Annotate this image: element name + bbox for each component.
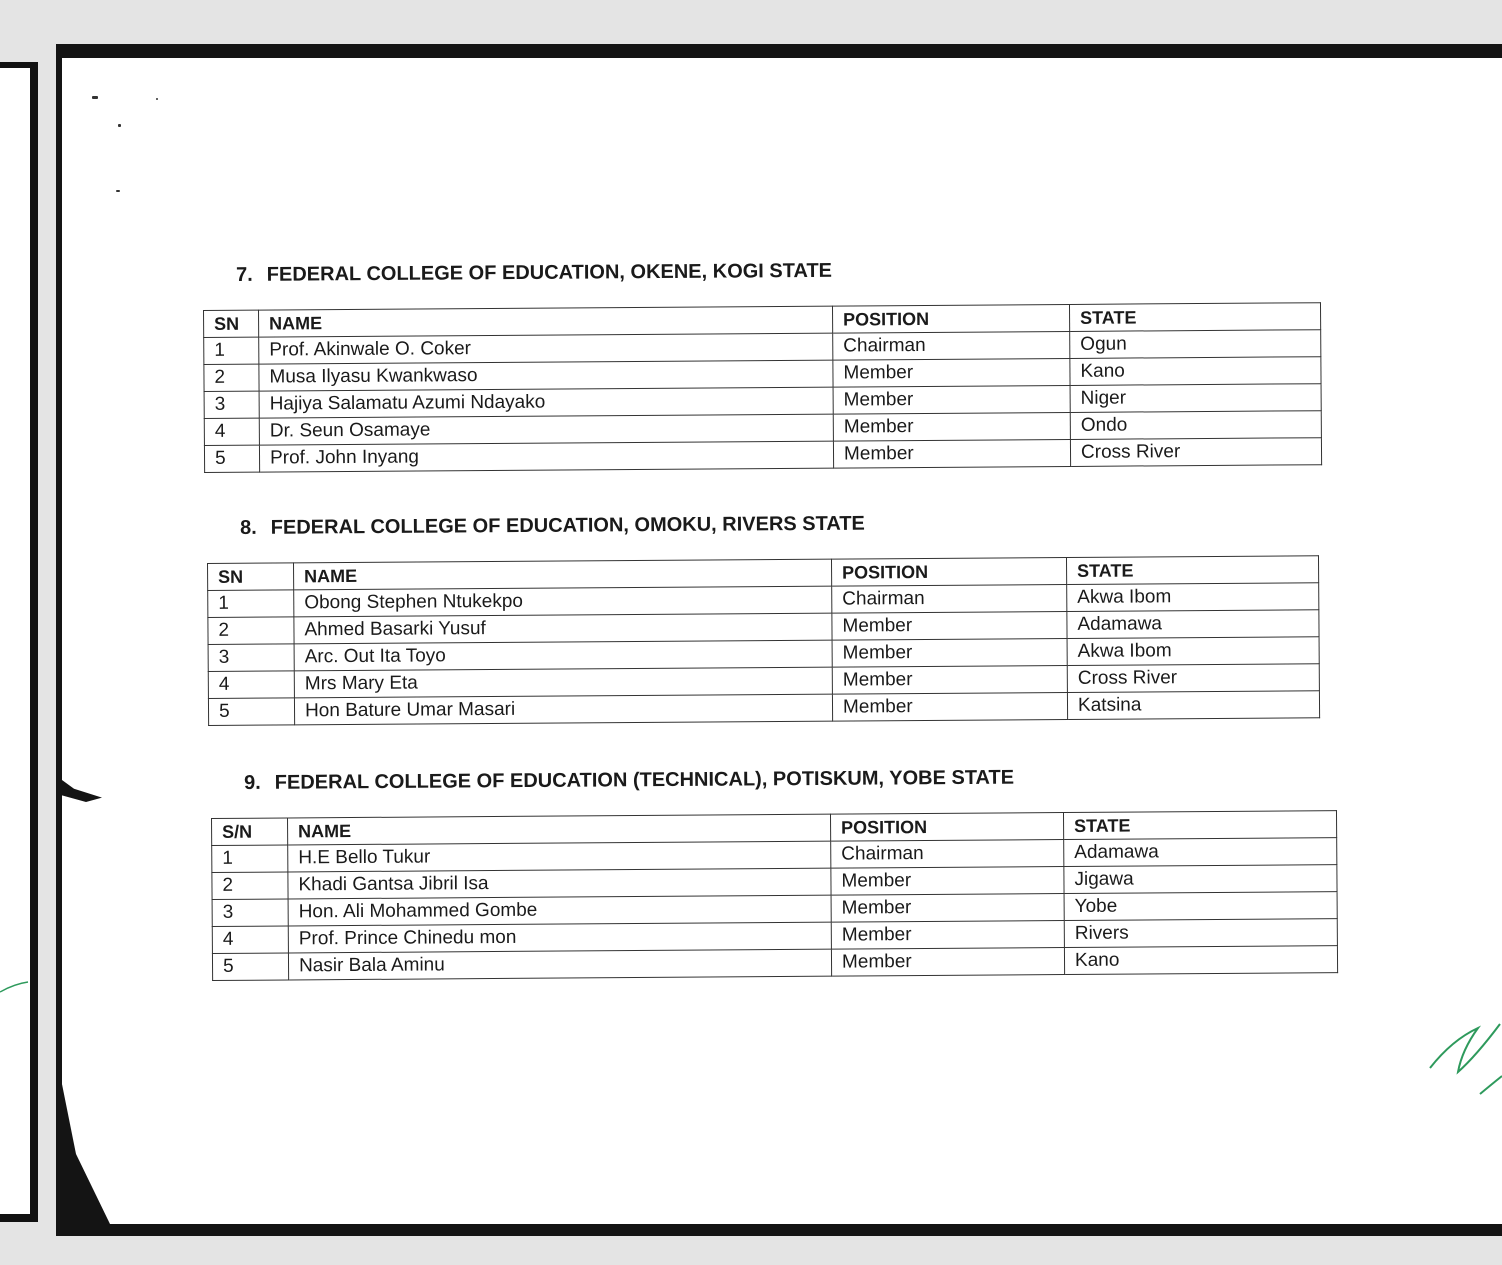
cell-name: Dr. Seun Osamaye (259, 414, 833, 445)
section-fce-okene (236, 259, 832, 303)
cell-name: Arc. Out Ita Toyo (294, 640, 832, 671)
cell-position: Member (832, 611, 1067, 640)
cell-state: Yobe (1064, 892, 1337, 921)
table-fce-potiskum-wrap (211, 810, 1338, 981)
header-name: NAME (288, 814, 831, 845)
cell-state: Rivers (1064, 919, 1337, 948)
cell-sn: 5 (212, 953, 288, 981)
cell-name: Ahmed Basarki Yusuf (294, 613, 832, 644)
signature-mark-right (1422, 1010, 1502, 1100)
cell-state: Kano (1064, 946, 1337, 975)
section-fce-potiskum (244, 766, 1014, 811)
cell-sn: 3 (212, 899, 288, 927)
members-table (211, 810, 1338, 981)
section-heading (236, 259, 832, 287)
table-fce-omoku-wrap (207, 555, 1320, 726)
cell-state: Akwa Ibom (1067, 637, 1319, 666)
cell-position: Member (832, 692, 1067, 721)
cell-name: Hajiya Salamatu Azumi Ndayako (259, 387, 833, 418)
cell-position: Member (831, 894, 1064, 923)
cell-position: Member (833, 412, 1070, 441)
cell-position: Member (833, 439, 1070, 468)
header-position: POSITION (832, 304, 1069, 333)
cell-name: Musa Ilyasu Kwankwaso (259, 360, 833, 391)
cell-name: Prof. Akinwale O. Coker (259, 333, 833, 364)
section-fce-omoku (240, 512, 865, 556)
header-sn: SN (204, 310, 259, 337)
cell-state: Niger (1070, 384, 1321, 413)
adjacent-page-paper (0, 68, 30, 1214)
cell-sn: 3 (208, 644, 294, 672)
cell-position: Member (832, 665, 1067, 694)
cell-position: Member (831, 867, 1064, 896)
cell-sn: 1 (208, 590, 294, 618)
cell-state: Kano (1070, 357, 1321, 386)
cell-position: Member (833, 358, 1070, 387)
cell-name: Hon Bature Umar Masari (294, 694, 832, 725)
cell-position: Chairman (832, 584, 1067, 613)
header-name: NAME (259, 306, 833, 337)
cell-state: Ogun (1070, 330, 1321, 359)
cell-name: Khadi Gantsa Jibril Isa (288, 868, 831, 899)
cell-position: Member (833, 385, 1070, 414)
header-sn: S/N (212, 818, 288, 846)
scan-speck (118, 124, 121, 127)
members-table (203, 302, 1322, 473)
cell-state: Adamawa (1067, 610, 1319, 639)
cell-state: Akwa Ibom (1067, 583, 1319, 612)
header-position: POSITION (831, 557, 1066, 586)
cell-sn: 1 (212, 845, 288, 873)
cell-position: Member (831, 921, 1064, 950)
section-heading (240, 512, 865, 540)
cell-sn: 3 (204, 391, 259, 418)
header-name: NAME (294, 559, 832, 590)
scan-speck (92, 96, 98, 99)
section-title: FEDERAL COLLEGE OF EDUCATION (TECHNICAL), POTISKUM, YOBE STATE (274, 766, 1015, 794)
signature-mark-left (0, 970, 30, 1010)
cell-name: Mrs Mary Eta (294, 667, 832, 698)
cell-name: Hon. Ali Mohammed Gombe (288, 895, 831, 926)
cell-sn: 2 (204, 364, 259, 391)
cell-sn: 4 (204, 418, 259, 445)
table-fce-okene-wrap (203, 302, 1322, 473)
cell-position: Member (831, 948, 1064, 977)
section-title: FEDERAL COLLEGE OF EDUCATION, OMOKU, RIVERS STATE (270, 512, 865, 539)
cell-sn: 1 (204, 337, 259, 364)
cell-name: Prof. John Inyang (259, 441, 833, 472)
cell-position: Chairman (833, 331, 1070, 360)
header-position: POSITION (830, 813, 1063, 842)
cell-state: Katsina (1067, 691, 1319, 720)
cell-sn: 4 (208, 671, 294, 699)
header-sn: SN (208, 563, 294, 591)
cell-state: Cross River (1067, 664, 1319, 693)
header-state: STATE (1069, 303, 1320, 332)
members-table (207, 555, 1320, 726)
cell-name: Nasir Bala Aminu (288, 949, 831, 980)
cell-sn: 5 (204, 445, 259, 472)
cell-sn: 2 (212, 872, 288, 900)
scan-speck (116, 190, 120, 192)
cell-state: Ondo (1070, 411, 1321, 440)
scan-speck (156, 98, 158, 100)
cell-sn: 4 (212, 926, 288, 954)
cell-state: Cross River (1070, 438, 1321, 467)
cell-sn: 2 (208, 617, 294, 645)
cell-name: H.E Bello Tukur (288, 841, 831, 872)
cell-name: Obong Stephen Ntukekpo (294, 586, 832, 617)
cell-sn: 5 (208, 698, 294, 726)
section-number: 7. (236, 263, 253, 286)
cell-state: Adamawa (1064, 838, 1337, 867)
section-heading (244, 766, 1014, 795)
section-number: 8. (240, 516, 257, 539)
header-state: STATE (1063, 811, 1336, 840)
cell-position: Member (832, 638, 1067, 667)
header-state: STATE (1066, 556, 1318, 585)
section-number: 9. (244, 771, 261, 794)
cell-state: Jigawa (1064, 865, 1337, 894)
cell-name: Prof. Prince Chinedu mon (288, 922, 831, 953)
cell-position: Chairman (831, 840, 1064, 869)
section-title: FEDERAL COLLEGE OF EDUCATION, OKENE, KOGI STATE (266, 259, 833, 286)
